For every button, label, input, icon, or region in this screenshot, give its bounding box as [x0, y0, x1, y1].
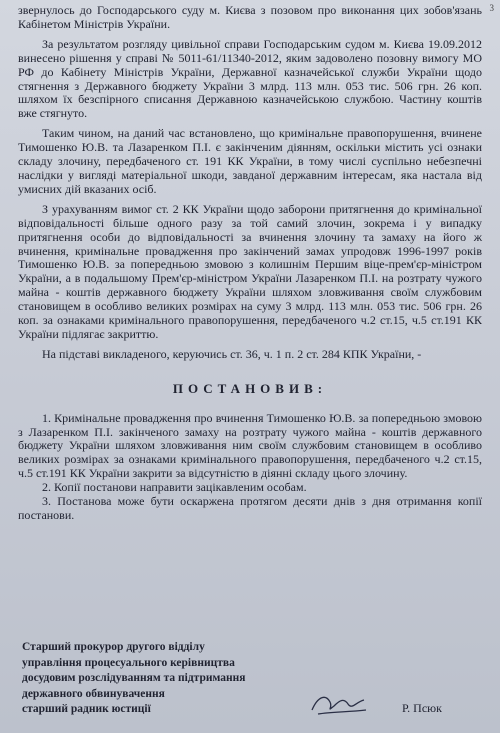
signer-title-line: державного обвинувачення — [22, 687, 165, 700]
signer-title-line: управління процесуального керівництва — [22, 656, 235, 669]
paragraph-court-decision: За результатом розгляду цивільної справи Господарським судом м. Києва 19.09.2012 винесено рішення у справі № 5011-61/11340-2012, яким задоволено позовну вимогу МО РФ до Кабінету Міністрів України, Державної казначейської служби України щодо стягнення з Державного бюджету України 3 млрд. 113 млн. 053 тис. 506 грн. 26 коп. шляхом їх безспірного списання Державною казначейською службою. Частину коштів вже стягнуто. — [18, 36, 482, 121]
resolution-item-1: 1. Кримінальне провадження про вчинення Тимошенко Ю.В. за попередньою змовою з Лазаренком П.І. закінченого замаху на розтрату чужого майна - коштів державного бюджету України шляхом зловживання ним своїм службовим становищем в особливо великих розмірах за ознаками кримінального правопорушення, передбаченого ч.2 ст.15, ч.5 ст.191 КК України закрити за відсутністю в діянні складу цього злочину. — [18, 410, 482, 481]
signer-name: Р. Псюк — [402, 701, 442, 715]
resolution-item-2: 2. Копії постанови направити зацікавленим особам. — [42, 480, 307, 495]
paragraph-crime-established: Таким чином, на даний час встановлено, що кримінальне правопорушення, вчинене Тимошенко Ю.В. та Лазаренком П.І. є закінченим діянням, оскільки містить усі ознаки складу злочину, передбаченого ст. 191 КК України, в тому числі суспільно небезпечні наслідки у вигляді матеріальної шкоди, завданої державним інтересам, яка настала від умисних дій вказаних осіб. — [18, 126, 482, 196]
resolution-heading: ПОСТАНОВИВ: — [172, 380, 328, 396]
signer-title-line: досудовим розслідуванням та підтримання — [22, 672, 246, 684]
signer-title-line: старший радник юстиції — [22, 703, 151, 715]
signature-block — [22, 640, 245, 718]
resolution-item-3: 3. Постанова може бути оскаржена протягом десяти днів з дня отримання копії постанови. — [18, 494, 482, 522]
paragraph-continuation: звернулось до Господарського суду м. Києва з позовом про виконання цих зобов'язань Кабінетом Міністрів України. — [18, 3, 482, 31]
page-number: 3 — [489, 3, 494, 13]
handwritten-signature — [308, 690, 370, 720]
paragraph-closing-reasoning: З урахуванням вимог ст. 2 КК України щодо заборони притягнення до кримінальної відповідальності більше одного разу за той самий злочин, зокрема і у випадку притягнення особи до відповідальності за вчинення злочину та замаху на його ж вчинення, кримінальне провадження про закінчений замах упродовж 1996-1997 років Тимошенко Ю.В. за попередньою змовою з колишнім Першим віце-прем'єр-міністром України, а в подальшому Прем'єр-міністром України Лазаренком П.І. на розтрату чужого майна - коштів державного бюджету України шляхом зловживання своїм службовим становищем в особливо великих розмірах на суму 3 млрд. 113 млн. 053 тис. 506 грн. 26 коп. за ознаками кримінального правопорушення, передбаченого ч.2 ст.15, ч.5 ст.191 КК України підлягає закриттю. — [18, 201, 482, 341]
signer-title-line: Старший прокурор другого відділу — [22, 641, 205, 653]
paragraph-legal-basis: На підставі викладеного, керуючись ст. 36, ч. 1 п. 2 ст. 284 КПК України, - — [42, 346, 422, 361]
